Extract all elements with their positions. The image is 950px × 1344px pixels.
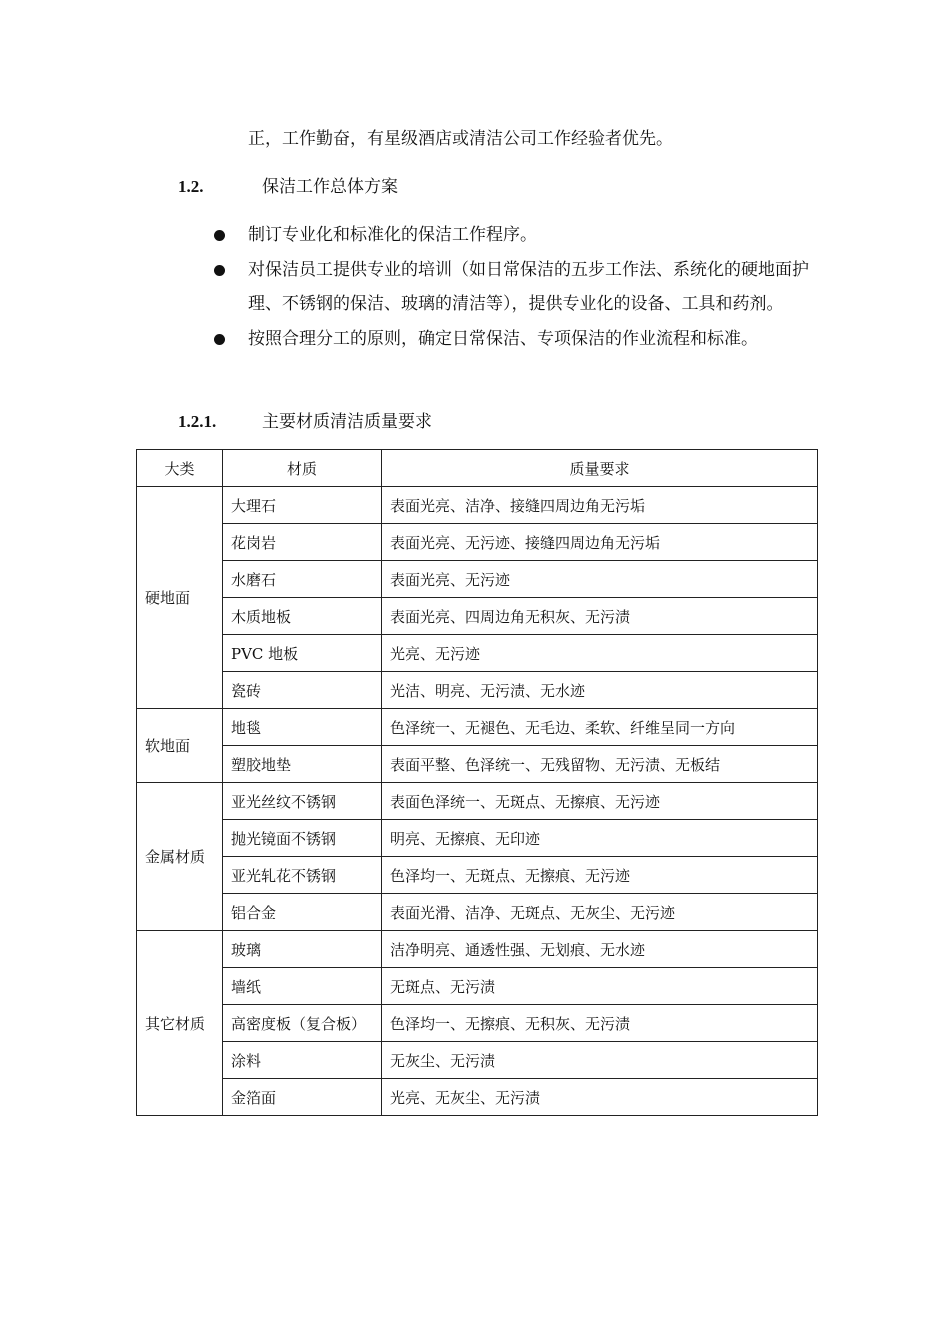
material-cell: 金箔面: [223, 1079, 382, 1116]
requirement-cell: 表面色泽统一、无斑点、无擦痕、无污迹: [382, 783, 818, 820]
material-cell: 亚光丝纹不锈钢: [223, 783, 382, 820]
category-cell: 软地面: [137, 709, 223, 783]
material-cell: 地毯: [223, 709, 382, 746]
material-cell: 涂料: [223, 1042, 382, 1079]
material-cell: 瓷砖: [223, 672, 382, 709]
bullet-item: [212, 322, 812, 356]
material-cell: 塑胶地垫: [223, 746, 382, 783]
requirement-cell: 表面光亮、无污迹、接缝四周边角无污垢: [382, 524, 818, 561]
intro-paragraph: 正，工作勤奋，有星级酒店或清洁公司工作经验者优先。: [248, 129, 673, 149]
requirement-cell: 表面光亮、洁净、接缝四周边角无污垢: [382, 487, 818, 524]
table-row: [137, 783, 818, 820]
quality-requirements-table: [136, 449, 818, 1116]
bullet-text: 按照合理分工的原则，确定日常保洁、专项保洁的作业流程和标准。: [248, 329, 758, 349]
bullet-dot-icon: [214, 334, 225, 345]
requirement-cell: 无灰尘、无污渍: [382, 1042, 818, 1079]
material-cell: 大理石: [223, 487, 382, 524]
category-cell: 其它材质: [137, 931, 223, 1116]
bullet-text: 制订专业化和标准化的保洁工作程序。: [248, 225, 537, 245]
table-row: [137, 561, 818, 598]
header-material: 材质: [223, 450, 382, 487]
table-row: [137, 746, 818, 783]
category-cell: 硬地面: [137, 487, 223, 709]
requirement-cell: 无斑点、无污渍: [382, 968, 818, 1005]
requirement-cell: 光洁、明亮、无污渍、无水迹: [382, 672, 818, 709]
bullet-text: 对保洁员工提供专业的培训（如日常保洁的五步工作法、系统化的硬地面护理、不锈钢的保洁、玻璃的清洁等），提供专业化的设备、工具和药剂。: [248, 260, 809, 314]
requirement-cell: 色泽统一、无褪色、无毛边、柔软、纤维呈同一方向: [382, 709, 818, 746]
header-category: 大类: [137, 450, 223, 487]
table-header-row: [137, 450, 818, 487]
section-heading-1-2-1: [178, 405, 578, 439]
requirement-cell: 色泽均一、无擦痕、无积灰、无污渍: [382, 1005, 818, 1042]
requirement-cell: 表面光滑、洁净、无斑点、无灰尘、无污迹: [382, 894, 818, 931]
requirement-cell: 光亮、无污迹: [382, 635, 818, 672]
table-row: [137, 894, 818, 931]
requirement-cell: 表面光亮、无污迹: [382, 561, 818, 598]
header-requirement: 质量要求: [382, 450, 818, 487]
table-row: [137, 1079, 818, 1116]
bullet-item: [212, 253, 812, 321]
material-cell: 铝合金: [223, 894, 382, 931]
section-heading-1-2: [178, 170, 578, 204]
table-row: [137, 709, 818, 746]
requirement-cell: 光亮、无灰尘、无污渍: [382, 1079, 818, 1116]
table-row: [137, 1042, 818, 1079]
requirement-cell: 表面光亮、四周边角无积灰、无污渍: [382, 598, 818, 635]
section-title: 主要材质清洁质量要求: [262, 412, 432, 432]
material-cell: 木质地板: [223, 598, 382, 635]
material-cell: 抛光镜面不锈钢: [223, 820, 382, 857]
section-number: 1.2.1.: [178, 412, 217, 431]
material-cell: 水磨石: [223, 561, 382, 598]
material-cell: 亚光轧花不锈钢: [223, 857, 382, 894]
table-row: [137, 857, 818, 894]
bullet-item: [212, 218, 812, 252]
material-cell: 高密度板（复合板）: [223, 1005, 382, 1042]
bullet-dot-icon: [214, 265, 225, 276]
category-cell: 金属材质: [137, 783, 223, 931]
table-row: [137, 672, 818, 709]
requirement-cell: 洁净明亮、通透性强、无划痕、无水迹: [382, 931, 818, 968]
table-row: [137, 968, 818, 1005]
bullet-list: [212, 218, 812, 357]
requirement-cell: 色泽均一、无斑点、无擦痕、无污迹: [382, 857, 818, 894]
material-cell: 玻璃: [223, 931, 382, 968]
material-cell: PVC 地板: [223, 635, 382, 672]
table-row: [137, 524, 818, 561]
table-row: [137, 820, 818, 857]
bullet-dot-icon: [214, 230, 225, 241]
table-row: [137, 1005, 818, 1042]
requirement-cell: 明亮、无擦痕、无印迹: [382, 820, 818, 857]
material-cell: 墙纸: [223, 968, 382, 1005]
table-row: [137, 598, 818, 635]
requirement-cell: 表面平整、色泽统一、无残留物、无污渍、无板结: [382, 746, 818, 783]
material-cell: 花岗岩: [223, 524, 382, 561]
section-number: 1.2.: [178, 177, 204, 196]
table-row: [137, 487, 818, 524]
section-title: 保洁工作总体方案: [262, 177, 398, 197]
table-row: [137, 931, 818, 968]
table-row: [137, 635, 818, 672]
